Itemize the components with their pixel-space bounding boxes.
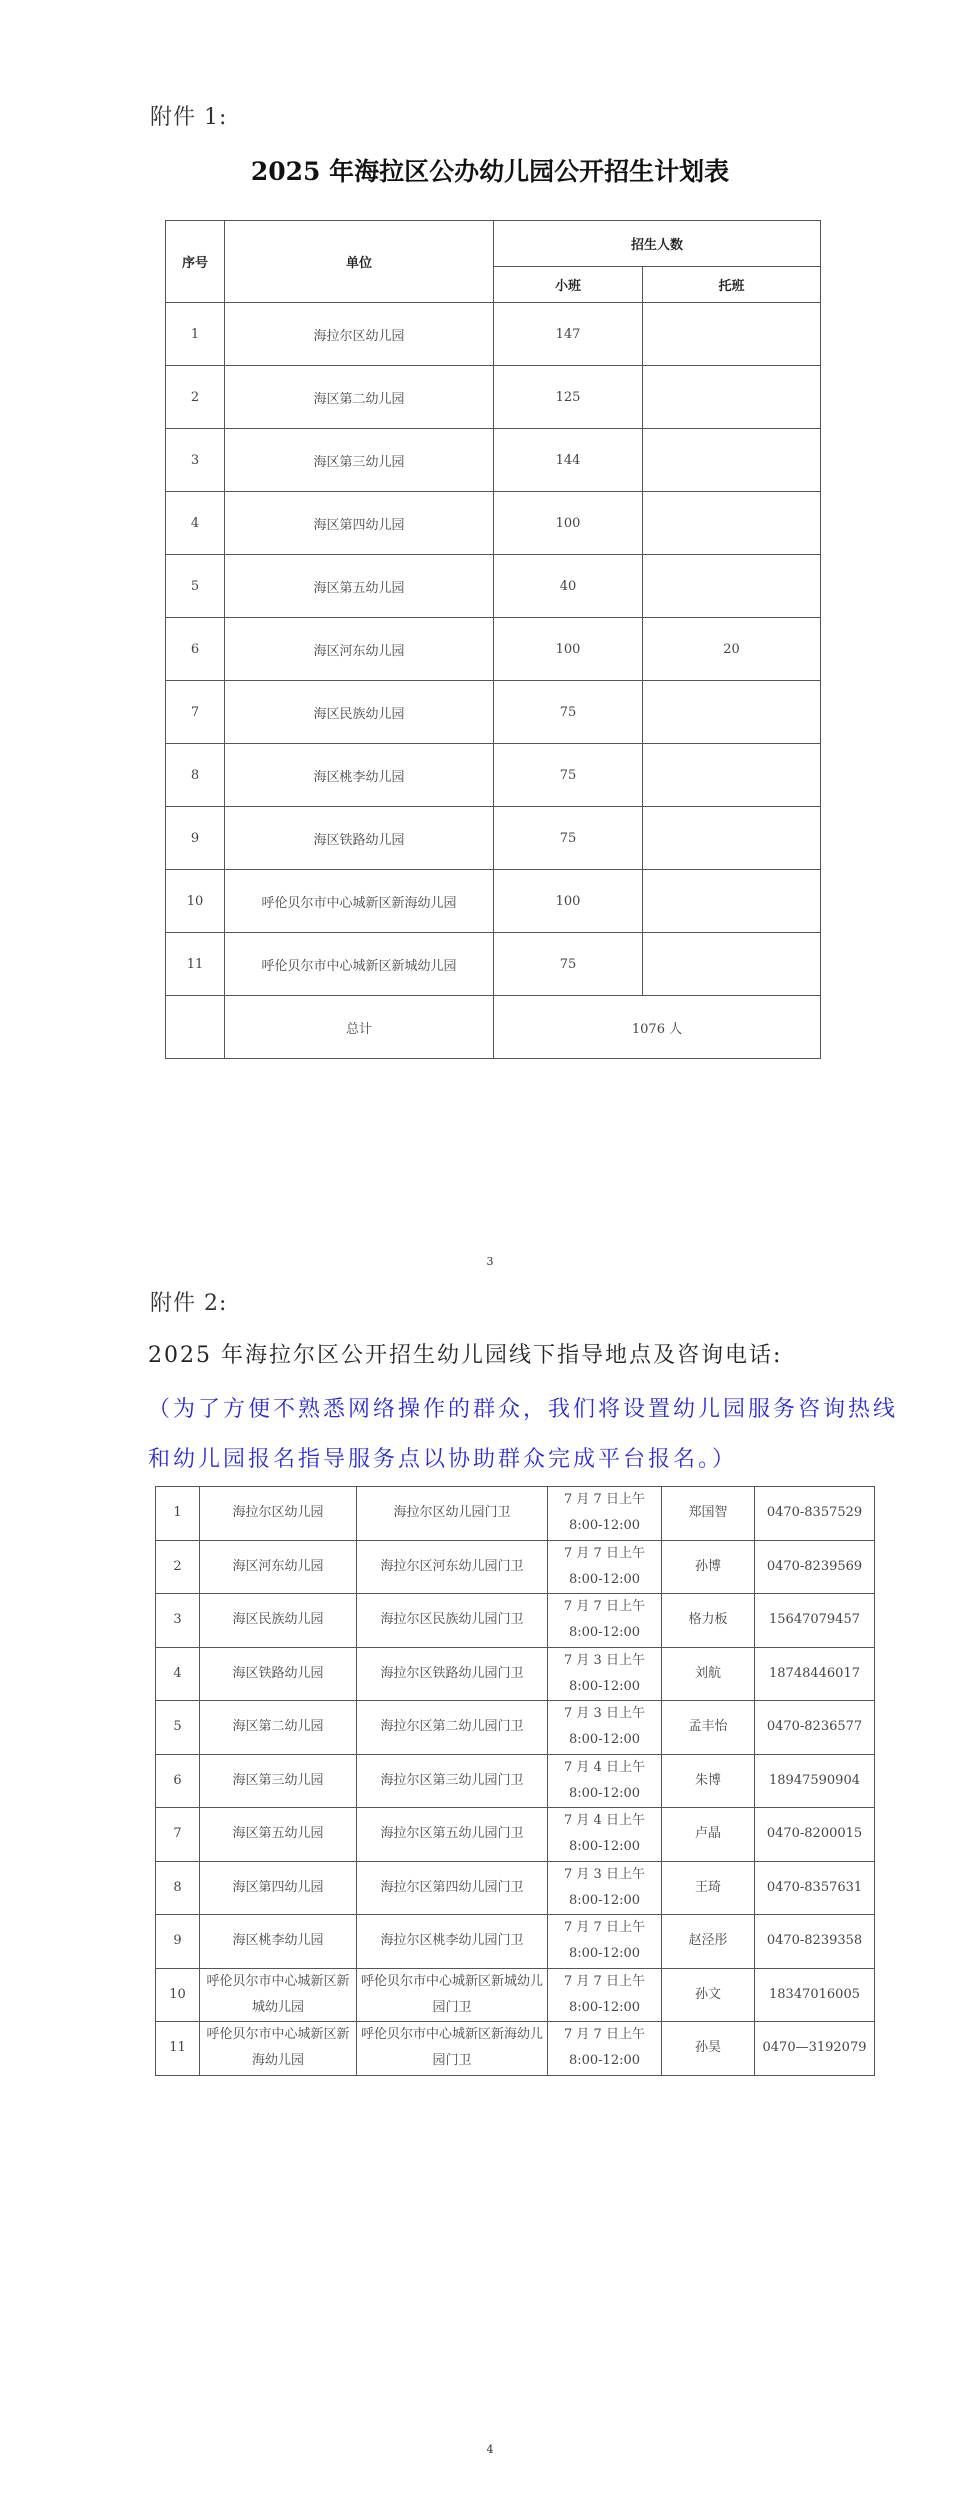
cell-no: 5: [156, 1701, 200, 1755]
table-row: [156, 1540, 875, 1594]
section-heading: 2025 年海拉尔区公开招生幼儿园线下指导地点及咨询电话:: [148, 1343, 783, 1368]
cell-time: 8:00-12:00: [568, 1946, 641, 1962]
cell-date: 7 月 3 日上午: [564, 1652, 645, 1668]
cell-date: 7 月 7 日上午: [564, 1492, 645, 1508]
cell-no: 2: [166, 366, 225, 429]
cell-date: 7 月 7 日上午: [564, 2027, 645, 2043]
cell-contact: 赵泾彤: [662, 1915, 755, 1969]
cell-time: 8:00-12:00: [568, 1839, 641, 1855]
cell-schedule: [548, 1915, 662, 1969]
cell-no: 4: [166, 492, 225, 555]
cell-date: 7 月 7 日上午: [564, 1973, 645, 1989]
cell-time: 8:00-12:00: [568, 1571, 641, 1587]
cell-kindergarten: 海区第二幼儿园: [200, 1701, 357, 1755]
cell-unit: 海区民族幼儿园: [225, 681, 494, 744]
attachment-2-label: 附件 2:: [150, 1291, 228, 1316]
cell-phone: 0470-8357529: [755, 1487, 875, 1541]
cell-location: 海拉尔区第二幼儿园门卫: [357, 1701, 548, 1755]
cell-time: 8:00-12:00: [568, 1892, 641, 1908]
cell-location: 海拉尔区铁路幼儿园门卫: [357, 1647, 548, 1701]
table-row: [156, 1594, 875, 1648]
cell-small: 100: [494, 618, 643, 681]
cell-time: 8:00-12:00: [568, 1678, 641, 1694]
cell-no: 9: [156, 1915, 200, 1969]
cell-small: 144: [494, 429, 643, 492]
enrollment-plan-table: [165, 220, 821, 1059]
table-row: [166, 303, 821, 366]
cell-unit: 海区河东幼儿园: [225, 618, 494, 681]
header-small: 小班: [494, 267, 643, 303]
cell-no: 9: [166, 807, 225, 870]
total-empty: [166, 996, 225, 1059]
cell-contact: 朱博: [662, 1754, 755, 1808]
table-row: [156, 1754, 875, 1808]
table-row: [166, 681, 821, 744]
cell-small: 40: [494, 555, 643, 618]
cell-time: 8:00-12:00: [568, 1625, 641, 1641]
cell-schedule: [548, 1754, 662, 1808]
table-row: [156, 1487, 875, 1541]
table-row: [156, 1701, 875, 1755]
cell-location: 海拉尔区幼儿园门卫: [357, 1487, 548, 1541]
cell-nursery: [643, 366, 821, 429]
header-nursery: 托班: [643, 267, 821, 303]
cell-location: 呼伦贝尔市中心城新区新海幼儿园门卫: [357, 2022, 548, 2076]
cell-no: 11: [166, 933, 225, 996]
cell-small: 75: [494, 744, 643, 807]
cell-nursery: [643, 744, 821, 807]
cell-time: 8:00-12:00: [568, 1999, 641, 2015]
cell-nursery: [643, 870, 821, 933]
cell-contact: 孙博: [662, 1540, 755, 1594]
cell-kindergarten: 呼伦贝尔市中心城新区新海幼儿园: [200, 2022, 357, 2076]
cell-phone: 0470-8357631: [755, 1861, 875, 1915]
table-row: [156, 1808, 875, 1862]
table-row: [166, 366, 821, 429]
cell-phone: 0470-8239569: [755, 1540, 875, 1594]
attachment-1-label: 附件 1:: [150, 105, 228, 130]
cell-date: 7 月 4 日上午: [564, 1759, 645, 1775]
cell-date: 7 月 4 日上午: [564, 1813, 645, 1829]
cell-small: 75: [494, 681, 643, 744]
cell-date: 7 月 3 日上午: [564, 1706, 645, 1722]
cell-phone: 0470-8200015: [755, 1808, 875, 1862]
cell-phone: 18947590904: [755, 1754, 875, 1808]
cell-nursery: [643, 429, 821, 492]
cell-small: 75: [494, 807, 643, 870]
cell-contact: 王琦: [662, 1861, 755, 1915]
cell-schedule: [548, 1808, 662, 1862]
cell-contact: 孙昊: [662, 2022, 755, 2076]
cell-phone: 0470—3192079: [755, 2022, 875, 2076]
cell-kindergarten: 海拉尔区幼儿园: [200, 1487, 357, 1541]
cell-unit: 呼伦贝尔市中心城新区新海幼儿园: [225, 870, 494, 933]
cell-location: 海拉尔区第三幼儿园门卫: [357, 1754, 548, 1808]
cell-location: 海拉尔区桃李幼儿园门卫: [357, 1915, 548, 1969]
cell-nursery: [643, 303, 821, 366]
header-enroll: 招生人数: [494, 221, 821, 267]
header-unit: 单位: [225, 221, 494, 303]
cell-location: 海拉尔区第五幼儿园门卫: [357, 1808, 548, 1862]
header-no: 序号: [166, 221, 225, 303]
table-row: [156, 1915, 875, 1969]
cell-no: 6: [156, 1754, 200, 1808]
cell-no: 8: [156, 1861, 200, 1915]
cell-schedule: [548, 1861, 662, 1915]
cell-nursery: [643, 555, 821, 618]
cell-schedule: [548, 1647, 662, 1701]
note-line-2: 和幼儿园报名指导服务点以协助群众完成平台报名。）: [148, 1447, 738, 1472]
cell-time: 8:00-12:00: [568, 1785, 641, 1801]
cell-kindergarten: 海区铁路幼儿园: [200, 1647, 357, 1701]
cell-schedule: [548, 1540, 662, 1594]
cell-unit: 海区第四幼儿园: [225, 492, 494, 555]
cell-schedule: [548, 1968, 662, 2022]
cell-time: 8:00-12:00: [568, 1518, 641, 1534]
cell-phone: 18748446017: [755, 1647, 875, 1701]
cell-location: 海拉尔区民族幼儿园门卫: [357, 1594, 548, 1648]
cell-contact: 卢晶: [662, 1808, 755, 1862]
cell-date: 7 月 7 日上午: [564, 1599, 645, 1615]
cell-kindergarten: 海区第三幼儿园: [200, 1754, 357, 1808]
cell-small: 125: [494, 366, 643, 429]
cell-unit: 海区桃李幼儿园: [225, 744, 494, 807]
cell-small: 100: [494, 870, 643, 933]
cell-small: 147: [494, 303, 643, 366]
cell-nursery: [643, 681, 821, 744]
cell-unit: 海区第三幼儿园: [225, 429, 494, 492]
cell-no: 7: [166, 681, 225, 744]
cell-kindergarten: 海区河东幼儿园: [200, 1540, 357, 1594]
table-row: [156, 1968, 875, 2022]
total-label: 总计: [225, 996, 494, 1059]
page-title: 2025 年海拉区公办幼儿园公开招生计划表: [250, 157, 730, 186]
table-row: [166, 492, 821, 555]
cell-location: 海拉尔区第四幼儿园门卫: [357, 1861, 548, 1915]
cell-nursery: [643, 807, 821, 870]
guidance-locations-table: [155, 1486, 875, 2076]
table-row: [156, 1861, 875, 1915]
cell-small: 75: [494, 933, 643, 996]
table-row: [166, 744, 821, 807]
cell-unit: 呼伦贝尔市中心城新区新城幼儿园: [225, 933, 494, 996]
cell-no: 1: [166, 303, 225, 366]
cell-nursery: [643, 492, 821, 555]
table-row: [156, 1647, 875, 1701]
cell-unit: 海区铁路幼儿园: [225, 807, 494, 870]
cell-date: 7 月 7 日上午: [564, 1920, 645, 1936]
cell-time: 8:00-12:00: [568, 2053, 641, 2069]
cell-no: 1: [156, 1487, 200, 1541]
table-row: [166, 429, 821, 492]
cell-contact: 孙文: [662, 1968, 755, 2022]
cell-kindergarten: 海区桃李幼儿园: [200, 1915, 357, 1969]
cell-location: 海拉尔区河东幼儿园门卫: [357, 1540, 548, 1594]
cell-no: 7: [156, 1808, 200, 1862]
cell-phone: 15647079457: [755, 1594, 875, 1648]
cell-schedule: [548, 1594, 662, 1648]
cell-no: 8: [166, 744, 225, 807]
table-row: [166, 870, 821, 933]
table-row: [166, 933, 821, 996]
total-value: 1076 人: [494, 996, 821, 1059]
cell-unit: 海区第五幼儿园: [225, 555, 494, 618]
note-line-1: （为了方便不熟悉网络操作的群众，我们将设置幼儿园服务咨询热线: [148, 1397, 899, 1422]
table-row: [166, 555, 821, 618]
cell-nursery: [643, 933, 821, 996]
cell-small: 100: [494, 492, 643, 555]
cell-no: 11: [156, 2022, 200, 2076]
cell-contact: 郑国智: [662, 1487, 755, 1541]
cell-contact: 刘航: [662, 1647, 755, 1701]
cell-date: 7 月 3 日上午: [564, 1866, 645, 1882]
cell-time: 8:00-12:00: [568, 1732, 641, 1748]
cell-phone: 0470-8236577: [755, 1701, 875, 1755]
cell-kindergarten: 海区第五幼儿园: [200, 1808, 357, 1862]
header-row: [166, 221, 821, 267]
total-row: [166, 996, 821, 1059]
cell-phone: 0470-8239358: [755, 1915, 875, 1969]
cell-schedule: [548, 1701, 662, 1755]
cell-no: 4: [156, 1647, 200, 1701]
cell-unit: 海区第二幼儿园: [225, 366, 494, 429]
cell-no: 2: [156, 1540, 200, 1594]
cell-no: 6: [166, 618, 225, 681]
cell-no: 5: [166, 555, 225, 618]
cell-unit: 海拉尔区幼儿园: [225, 303, 494, 366]
cell-location: 呼伦贝尔市中心城新区新城幼儿园门卫: [357, 1968, 548, 2022]
cell-nursery: 20: [643, 618, 821, 681]
table-row: [166, 807, 821, 870]
table-row: [166, 618, 821, 681]
cell-no: 10: [156, 1968, 200, 2022]
cell-schedule: [548, 2022, 662, 2076]
cell-no: 3: [166, 429, 225, 492]
cell-contact: 孟丰怡: [662, 1701, 755, 1755]
cell-kindergarten: 呼伦贝尔市中心城新区新城幼儿园: [200, 1968, 357, 2022]
cell-no: 10: [166, 870, 225, 933]
cell-kindergarten: 海区第四幼儿园: [200, 1861, 357, 1915]
cell-no: 3: [156, 1594, 200, 1648]
cell-kindergarten: 海区民族幼儿园: [200, 1594, 357, 1648]
cell-phone: 18347016005: [755, 1968, 875, 2022]
table-row: [156, 2022, 875, 2076]
cell-date: 7 月 7 日上午: [564, 1545, 645, 1561]
cell-contact: 格力板: [662, 1594, 755, 1648]
page-number: 3: [486, 1255, 494, 1268]
cell-schedule: [548, 1487, 662, 1541]
page-number: 4: [486, 2443, 494, 2456]
